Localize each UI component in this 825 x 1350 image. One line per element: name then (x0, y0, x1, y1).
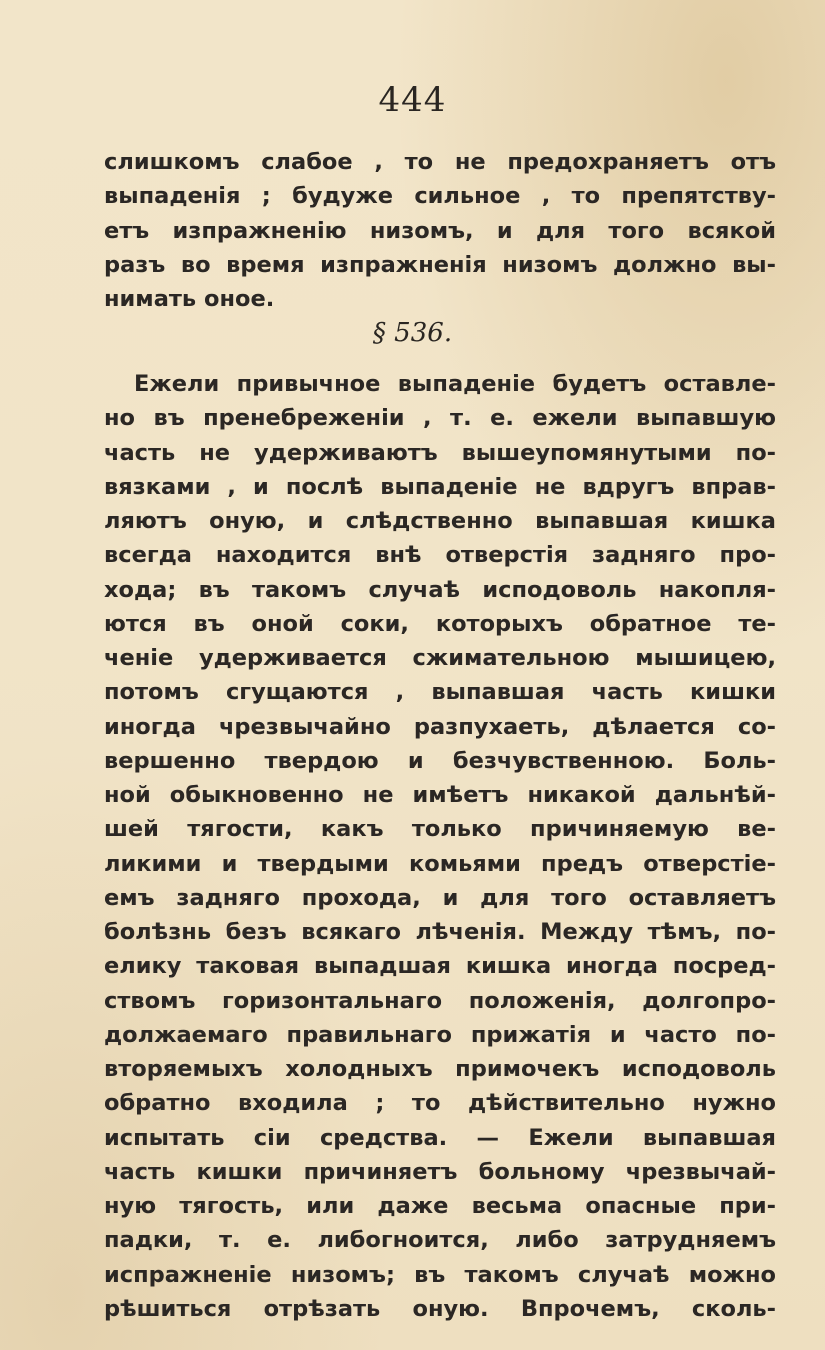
text-line: должаемаго правильнаго прижатія и часто по- (104, 1021, 776, 1048)
text-line: елику таковая выпадшая кишка иногда посред- (104, 953, 776, 980)
text-line: выпаденія ; будуже сильное , то препятству- (104, 183, 776, 210)
text-line: вершенно твердою и безчувственною. Боль- (104, 747, 776, 774)
text-line: ствомъ горизонтальнаго положенія, долгопро- (104, 987, 776, 1014)
text-line: часть кишки причиняетъ больному чрезвычай- (104, 1158, 776, 1185)
text-line: ляютъ оную, и слѣдственно выпавшая кишка (104, 508, 776, 534)
text-line: но въ пренебреженіи , т. е. ежели выпавшую (104, 405, 776, 432)
text-line: испражненіе низомъ; въ такомъ случаѣ можно (104, 1261, 776, 1288)
page-number: 444 (378, 80, 447, 120)
text-line: слишкомъ слабое , то не предохраняетъ отъ (104, 149, 776, 175)
text-line: ной обыкновенно не имѣетъ никакой дальнѣй- (104, 782, 776, 808)
text-line: болѣзнь безъ всякаго лѣченія. Между тѣмъ, по- (104, 919, 776, 945)
text-line: ченіе удерживается сжимательною мышицею, (104, 645, 776, 671)
text-line: ются въ оной соки, которыхъ обратное те- (104, 610, 776, 637)
text-line: нимать оное. (104, 286, 275, 312)
text-line: ную тягость, или даже весьма опасные при- (104, 1193, 776, 1219)
text-line: всегда находится внѣ отверстія задняго про- (104, 542, 776, 569)
text-line: шей тягости, какъ только причиняемую ве- (104, 816, 776, 843)
text-line: вязками , и послѣ выпаденіе не вдругъ вправ- (104, 473, 776, 500)
paragraph-main (104, 367, 776, 1326)
text-line: хода; въ такомъ случаѣ исподоволь накопля- (104, 576, 776, 603)
text-line: разъ во время изпражненія низомъ должно вы- (104, 251, 776, 278)
text-line: ликими и твердыми комьями предъ отверстіе- (104, 850, 776, 877)
section-heading: § 536. (372, 318, 453, 348)
text-line: обратно входила ; то дѣйствительно нужно (104, 1090, 776, 1117)
text-line: етъ изпражненію низомъ, и для того всякой (104, 217, 776, 244)
text-line: Ежели привычное выпаденіе будетъ оставле- (134, 371, 776, 397)
text-line: вторяемыхъ холодныхъ примочекъ исподоволь (104, 1056, 776, 1082)
text-line: испытать сіи средства. — Ежели выпавшая (104, 1124, 776, 1151)
text-line: рѣшиться отрѣзать оную. Впрочемъ, сколь- (104, 1295, 776, 1322)
text-line: потомъ сгущаются , выпавшая часть кишки (104, 679, 776, 706)
text-line: часть не удерживаютъ вышеупомянутыми по- (104, 439, 776, 466)
text-line: падки, т. е. либогноится, либо затрудняемъ (104, 1227, 776, 1254)
text-line: иногда чрезвычайно разпухаеть, дѣлается со- (104, 713, 776, 740)
text-line: емъ задняго прохода, и для того оставляетъ (104, 884, 776, 911)
paragraph-continuation (104, 145, 776, 316)
